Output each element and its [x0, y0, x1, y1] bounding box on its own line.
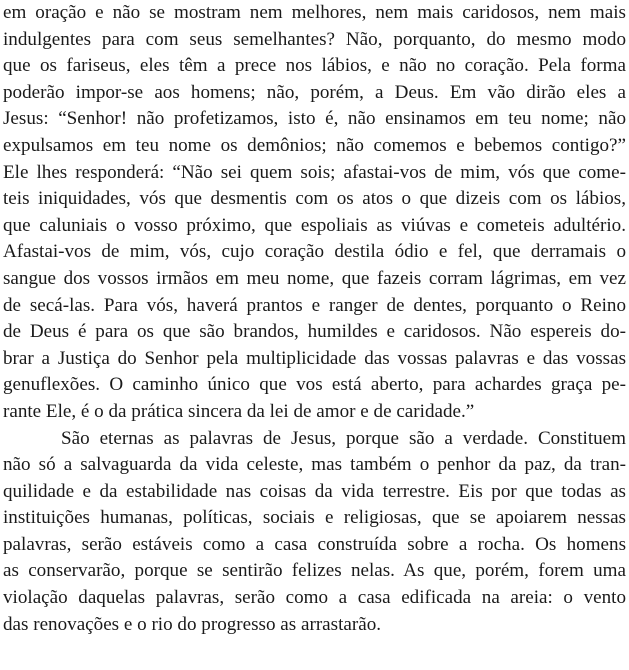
text-line: não só a salvaguarda da vida celeste, mas também o penhor da paz, da tran- [3, 454, 626, 476]
text-line: teis iniquidades, vós que desmentis com os atos o que dizeis com os lábios, [3, 188, 626, 210]
text-line: expulsamos em teu nome os demônios; não comemos e bebemos contigo?” [3, 134, 626, 156]
text-line: genuflexões. O caminho único que vos está aberto, para achardes graça pe- [3, 374, 626, 396]
text-line: quilidade e da estabilidade nas coisas da vida terrestre. Eis por que todas as [3, 480, 626, 502]
text-line: instituições humanas, políticas, sociais e religiosas, que se apoiarem nessas [3, 507, 626, 529]
text-line: Ele lhes responderá: “Não sei quem sois; afastai-vos de mim, vós que come- [3, 161, 626, 183]
text-line: que caluniais o vosso próximo, que espoliais as viúvas e cometeis adultério. [3, 214, 626, 236]
text-line: de secá-las. Para vós, haverá prantos e ranger de dentes, porquanto o Reino [3, 294, 626, 316]
text-line: de Deus é para os que são brandos, humildes e caridosos. Não espereis do- [3, 321, 626, 343]
text-line: em oração e não se mostram nem melhores, nem mais caridosos, nem mais [3, 2, 626, 23]
paragraph-1 [3, 0, 626, 426]
text-line: indulgentes para com seus semelhantes? Não, porquanto, do mesmo modo [3, 28, 626, 50]
text-line: poderão impor-se aos homens; não, porém, a Deus. Em vão dirão eles a [3, 81, 626, 103]
text-line: brar a Justiça do Senhor pela multiplicidade das vossas palavras e das vossas [3, 347, 626, 369]
text-line: das renovações e o rio do progresso as arrastarão. [3, 613, 382, 635]
text-line: rante Ele, é o da prática sincera da lei de amor e de caridade.” [3, 400, 475, 422]
text-line: Jesus: “Senhor! não profetizamos, isto é, não ensinamos em teu nome; não [3, 108, 626, 130]
text-line: que os fariseus, eles têm a prece nos lábios, e não no coração. Pela forma [3, 55, 626, 77]
text-line: São eternas as palavras de Jesus, porque são a verdade. Constituem [61, 427, 626, 449]
text-line: as conservarão, porque se sentirão felizes nelas. As que, porém, forem uma [3, 560, 626, 582]
paragraph-2 [3, 426, 626, 639]
text-line: sangue dos vossos irmãos em meu nome, que fazeis corram lágrimas, em vez [3, 267, 626, 289]
text-line: violação daquelas palavras, serão como a casa edificada na areia: o vento [3, 587, 626, 609]
text-line: Afastai-vos de mim, vós, cujo coração destila ódio e fel, que derramais o [3, 241, 626, 263]
text-line: palavras, serão estáveis como a casa construída sobre a rocha. Os homens [3, 533, 626, 555]
